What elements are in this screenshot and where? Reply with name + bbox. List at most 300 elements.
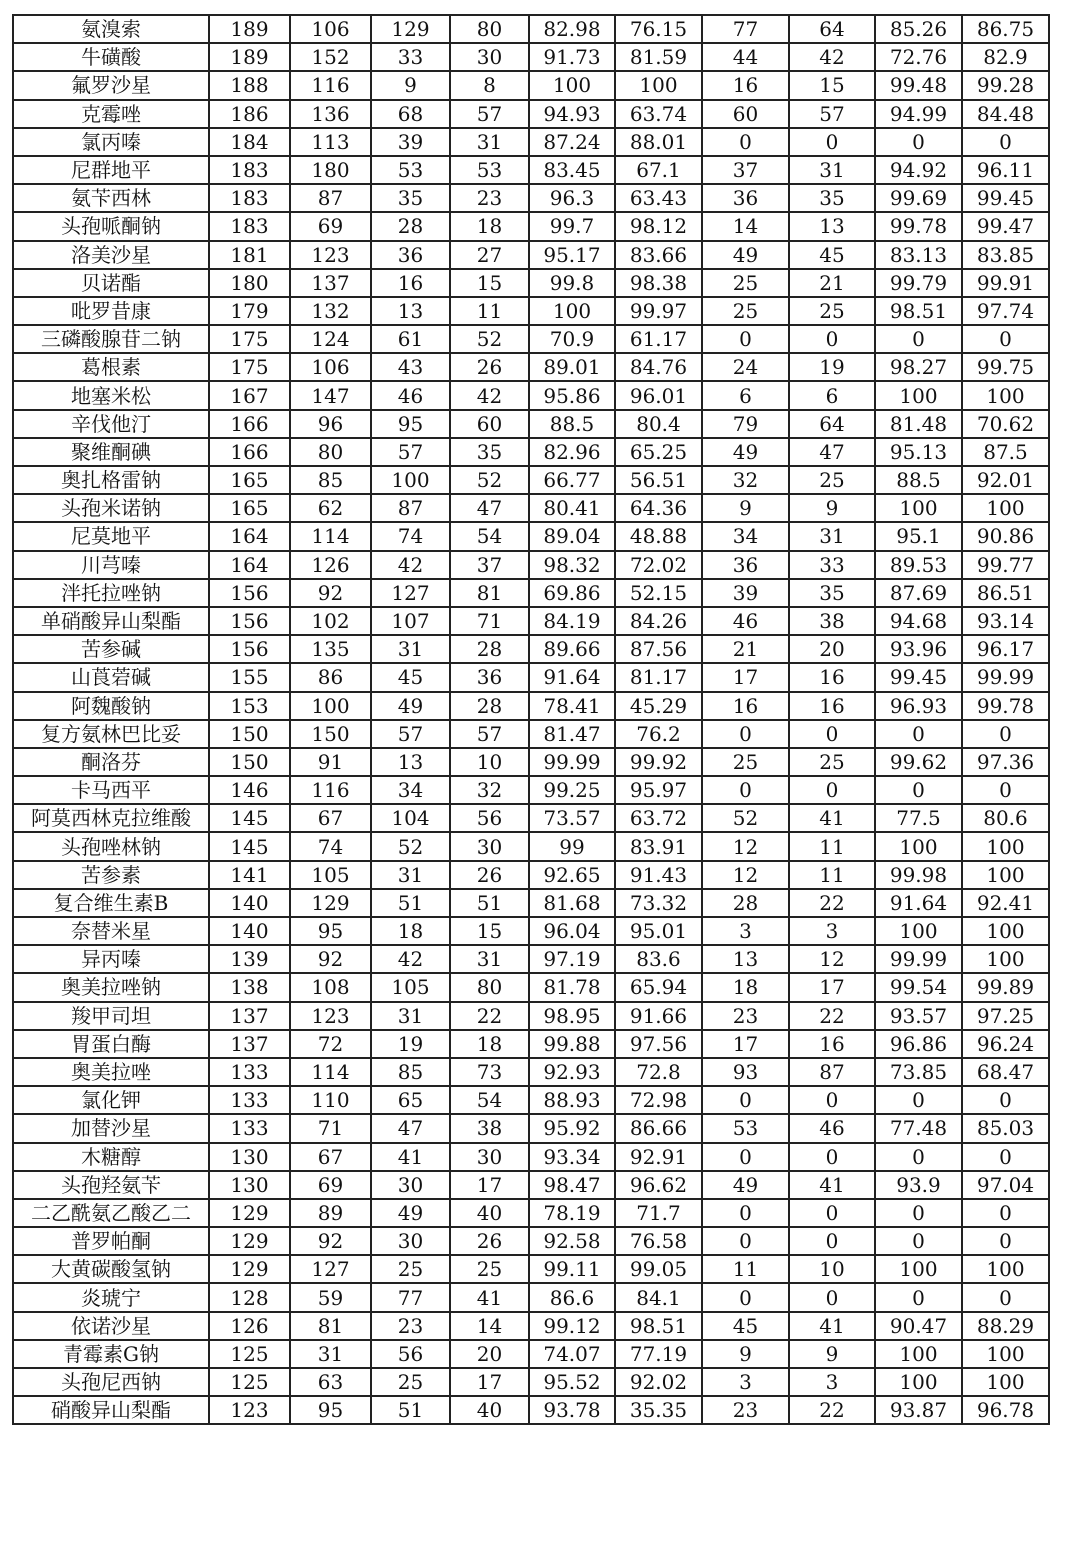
value-cell: 92	[290, 579, 371, 607]
drug-name-cell: 二乙酰氨乙酸乙二	[13, 1199, 209, 1227]
value-cell: 23	[450, 184, 529, 212]
value-cell: 17	[450, 1368, 529, 1396]
value-cell: 44	[702, 43, 789, 71]
value-cell: 70.62	[962, 410, 1049, 438]
value-cell: 57	[450, 100, 529, 128]
value-cell: 56	[371, 1340, 450, 1368]
value-cell: 96.78	[962, 1396, 1049, 1424]
value-cell: 87.5	[962, 438, 1049, 466]
value-cell: 40	[450, 1199, 529, 1227]
value-cell: 155	[209, 663, 290, 691]
value-cell: 99.98	[875, 861, 962, 889]
value-cell: 57	[371, 438, 450, 466]
value-cell: 129	[290, 889, 371, 917]
value-cell: 80	[450, 973, 529, 1001]
value-cell: 80	[290, 438, 371, 466]
value-cell: 87	[789, 1058, 875, 1086]
value-cell: 83.85	[962, 241, 1049, 269]
value-cell: 30	[450, 43, 529, 71]
value-cell: 128	[209, 1283, 290, 1311]
value-cell: 86.75	[962, 15, 1049, 43]
value-cell: 100	[962, 381, 1049, 409]
value-cell: 0	[875, 1227, 962, 1255]
value-cell: 88.01	[615, 128, 702, 156]
value-cell: 97.74	[962, 297, 1049, 325]
value-cell: 102	[290, 607, 371, 635]
value-cell: 87	[290, 184, 371, 212]
value-cell: 181	[209, 241, 290, 269]
value-cell: 116	[290, 776, 371, 804]
value-cell: 53	[702, 1114, 789, 1142]
value-cell: 26	[450, 353, 529, 381]
drug-name-cell: 氨溴索	[13, 15, 209, 43]
value-cell: 45	[789, 241, 875, 269]
value-cell: 99.28	[962, 71, 1049, 99]
value-cell: 59	[290, 1283, 371, 1311]
value-cell: 137	[290, 269, 371, 297]
value-cell: 100	[962, 917, 1049, 945]
value-cell: 93.9	[875, 1171, 962, 1199]
value-cell: 64	[789, 410, 875, 438]
value-cell: 77	[371, 1283, 450, 1311]
value-cell: 100	[962, 494, 1049, 522]
value-cell: 18	[702, 973, 789, 1001]
value-cell: 100	[962, 1255, 1049, 1283]
value-cell: 25	[371, 1255, 450, 1283]
value-cell: 86	[290, 663, 371, 691]
value-cell: 100	[615, 71, 702, 99]
value-cell: 3	[702, 917, 789, 945]
value-cell: 94.68	[875, 607, 962, 635]
value-cell: 92.58	[529, 1227, 615, 1255]
value-cell: 72	[290, 1030, 371, 1058]
value-cell: 28	[702, 889, 789, 917]
value-cell: 95	[290, 917, 371, 945]
value-cell: 147	[290, 381, 371, 409]
value-cell: 76.15	[615, 15, 702, 43]
drug-name-cell: 辛伐他汀	[13, 410, 209, 438]
drug-name-cell: 泮托拉唑钠	[13, 579, 209, 607]
value-cell: 9	[702, 494, 789, 522]
value-cell: 67.1	[615, 156, 702, 184]
drug-name-cell: 葛根素	[13, 353, 209, 381]
value-cell: 93.57	[875, 1002, 962, 1030]
value-cell: 30	[450, 1143, 529, 1171]
value-cell: 180	[290, 156, 371, 184]
value-cell: 3	[789, 1368, 875, 1396]
value-cell: 91.64	[875, 889, 962, 917]
table-row	[13, 325, 1049, 353]
value-cell: 100	[875, 494, 962, 522]
value-cell: 12	[702, 861, 789, 889]
value-cell: 93.78	[529, 1396, 615, 1424]
value-cell: 10	[450, 748, 529, 776]
drug-name-cell: 卡马西平	[13, 776, 209, 804]
drug-name-cell: 尼群地平	[13, 156, 209, 184]
table-row	[13, 128, 1049, 156]
value-cell: 73.85	[875, 1058, 962, 1086]
value-cell: 31	[371, 635, 450, 663]
value-cell: 96.24	[962, 1030, 1049, 1058]
value-cell: 183	[209, 212, 290, 240]
value-cell: 95.13	[875, 438, 962, 466]
value-cell: 86.66	[615, 1114, 702, 1142]
value-cell: 64.36	[615, 494, 702, 522]
value-cell: 0	[962, 1227, 1049, 1255]
value-cell: 21	[789, 269, 875, 297]
value-cell: 89.66	[529, 635, 615, 663]
value-cell: 137	[209, 1002, 290, 1030]
value-cell: 89.01	[529, 353, 615, 381]
table-row	[13, 184, 1049, 212]
value-cell: 99.99	[962, 663, 1049, 691]
value-cell: 93.96	[875, 635, 962, 663]
value-cell: 17	[702, 663, 789, 691]
table-row	[13, 241, 1049, 269]
value-cell: 114	[290, 1058, 371, 1086]
value-cell: 83.13	[875, 241, 962, 269]
value-cell: 16	[789, 1030, 875, 1058]
value-cell: 95.92	[529, 1114, 615, 1142]
value-cell: 145	[209, 804, 290, 832]
value-cell: 110	[290, 1086, 371, 1114]
value-cell: 100	[962, 861, 1049, 889]
value-cell: 70.9	[529, 325, 615, 353]
value-cell: 89.53	[875, 551, 962, 579]
drug-name-cell: 苦参素	[13, 861, 209, 889]
table-row	[13, 1340, 1049, 1368]
table-row	[13, 353, 1049, 381]
value-cell: 95.86	[529, 381, 615, 409]
drug-name-cell: 单硝酸异山梨酯	[13, 607, 209, 635]
table-row	[13, 551, 1049, 579]
drug-name-cell: 洛美沙星	[13, 241, 209, 269]
value-cell: 86.6	[529, 1283, 615, 1311]
drug-name-cell: 阿魏酸钠	[13, 692, 209, 720]
value-cell: 0	[875, 325, 962, 353]
value-cell: 3	[789, 917, 875, 945]
value-cell: 92.01	[962, 466, 1049, 494]
value-cell: 166	[209, 438, 290, 466]
value-cell: 0	[875, 776, 962, 804]
value-cell: 12	[702, 832, 789, 860]
value-cell: 99	[529, 832, 615, 860]
value-cell: 45.29	[615, 692, 702, 720]
value-cell: 84.1	[615, 1283, 702, 1311]
value-cell: 35	[450, 438, 529, 466]
value-cell: 81.68	[529, 889, 615, 917]
value-cell: 17	[702, 1030, 789, 1058]
value-cell: 99.7	[529, 212, 615, 240]
value-cell: 45	[702, 1312, 789, 1340]
value-cell: 123	[290, 241, 371, 269]
value-cell: 87.56	[615, 635, 702, 663]
value-cell: 30	[371, 1227, 450, 1255]
value-cell: 183	[209, 184, 290, 212]
value-cell: 51	[371, 889, 450, 917]
drug-name-cell: 吡罗昔康	[13, 297, 209, 325]
value-cell: 74	[371, 522, 450, 550]
value-cell: 136	[290, 100, 371, 128]
value-cell: 96.01	[615, 381, 702, 409]
value-cell: 32	[702, 466, 789, 494]
value-cell: 189	[209, 43, 290, 71]
value-cell: 19	[789, 353, 875, 381]
value-cell: 0	[789, 128, 875, 156]
value-cell: 25	[789, 466, 875, 494]
table-row	[13, 438, 1049, 466]
value-cell: 63.43	[615, 184, 702, 212]
value-cell: 0	[702, 720, 789, 748]
value-cell: 54	[450, 522, 529, 550]
table-row	[13, 1312, 1049, 1340]
table-row	[13, 466, 1049, 494]
value-cell: 71	[450, 607, 529, 635]
value-cell: 92	[290, 1227, 371, 1255]
value-cell: 100	[962, 832, 1049, 860]
value-cell: 22	[789, 889, 875, 917]
value-cell: 83.45	[529, 156, 615, 184]
value-cell: 28	[450, 692, 529, 720]
value-cell: 76.58	[615, 1227, 702, 1255]
value-cell: 36	[702, 551, 789, 579]
value-cell: 22	[450, 1002, 529, 1030]
value-cell: 100	[290, 692, 371, 720]
value-cell: 61	[371, 325, 450, 353]
table-row	[13, 889, 1049, 917]
value-cell: 184	[209, 128, 290, 156]
value-cell: 18	[371, 917, 450, 945]
value-cell: 135	[290, 635, 371, 663]
value-cell: 91.66	[615, 1002, 702, 1030]
value-cell: 39	[371, 128, 450, 156]
value-cell: 85.26	[875, 15, 962, 43]
drug-name-cell: 氯丙嗪	[13, 128, 209, 156]
value-cell: 0	[875, 1283, 962, 1311]
value-cell: 150	[209, 748, 290, 776]
value-cell: 140	[209, 889, 290, 917]
table-row	[13, 381, 1049, 409]
value-cell: 116	[290, 71, 371, 99]
value-cell: 52	[371, 832, 450, 860]
drug-name-cell: 氨苄西林	[13, 184, 209, 212]
value-cell: 78.41	[529, 692, 615, 720]
value-cell: 9	[789, 494, 875, 522]
value-cell: 153	[209, 692, 290, 720]
value-cell: 0	[702, 1199, 789, 1227]
value-cell: 60	[450, 410, 529, 438]
value-cell: 99.45	[962, 184, 1049, 212]
value-cell: 99.69	[875, 184, 962, 212]
value-cell: 69	[290, 1171, 371, 1199]
value-cell: 100	[875, 917, 962, 945]
value-cell: 67	[290, 804, 371, 832]
value-cell: 126	[290, 551, 371, 579]
table-row	[13, 861, 1049, 889]
value-cell: 156	[209, 635, 290, 663]
value-cell: 38	[789, 607, 875, 635]
value-cell: 25	[702, 748, 789, 776]
value-cell: 18	[450, 1030, 529, 1058]
value-cell: 0	[875, 1086, 962, 1114]
value-cell: 107	[371, 607, 450, 635]
value-cell: 86.51	[962, 579, 1049, 607]
table-row	[13, 100, 1049, 128]
table-row	[13, 212, 1049, 240]
value-cell: 127	[371, 579, 450, 607]
value-cell: 57	[789, 100, 875, 128]
value-cell: 64	[789, 15, 875, 43]
drug-name-cell: 地塞米松	[13, 381, 209, 409]
value-cell: 92.02	[615, 1368, 702, 1396]
value-cell: 25	[371, 1368, 450, 1396]
value-cell: 93.14	[962, 607, 1049, 635]
value-cell: 28	[450, 635, 529, 663]
value-cell: 36	[371, 241, 450, 269]
value-cell: 97.56	[615, 1030, 702, 1058]
value-cell: 92	[290, 945, 371, 973]
value-cell: 9	[371, 71, 450, 99]
value-cell: 152	[290, 43, 371, 71]
value-cell: 129	[209, 1199, 290, 1227]
value-cell: 85.03	[962, 1114, 1049, 1142]
value-cell: 81.78	[529, 973, 615, 1001]
value-cell: 35	[789, 579, 875, 607]
value-cell: 47	[371, 1114, 450, 1142]
value-cell: 133	[209, 1086, 290, 1114]
value-cell: 92.91	[615, 1143, 702, 1171]
value-cell: 165	[209, 466, 290, 494]
value-cell: 0	[875, 128, 962, 156]
value-cell: 93	[702, 1058, 789, 1086]
value-cell: 73.32	[615, 889, 702, 917]
table-row	[13, 1227, 1049, 1255]
value-cell: 40	[450, 1396, 529, 1424]
value-cell: 100	[875, 1340, 962, 1368]
value-cell: 80.6	[962, 804, 1049, 832]
value-cell: 96.86	[875, 1030, 962, 1058]
value-cell: 52	[702, 804, 789, 832]
value-cell: 0	[962, 1283, 1049, 1311]
value-cell: 27	[450, 241, 529, 269]
value-cell: 156	[209, 607, 290, 635]
value-cell: 88.5	[529, 410, 615, 438]
value-cell: 49	[702, 438, 789, 466]
value-cell: 85	[290, 466, 371, 494]
value-cell: 6	[789, 381, 875, 409]
value-cell: 13	[702, 945, 789, 973]
table-row	[13, 804, 1049, 832]
value-cell: 13	[371, 297, 450, 325]
value-cell: 74	[290, 832, 371, 860]
value-cell: 96.93	[875, 692, 962, 720]
value-cell: 123	[209, 1396, 290, 1424]
value-cell: 11	[702, 1255, 789, 1283]
value-cell: 42	[789, 43, 875, 71]
value-cell: 81	[450, 579, 529, 607]
value-cell: 68.47	[962, 1058, 1049, 1086]
table-row	[13, 720, 1049, 748]
value-cell: 11	[789, 861, 875, 889]
value-cell: 71.7	[615, 1199, 702, 1227]
value-cell: 65.25	[615, 438, 702, 466]
value-cell: 15	[450, 269, 529, 297]
value-cell: 96.17	[962, 635, 1049, 663]
value-cell: 130	[209, 1143, 290, 1171]
value-cell: 164	[209, 551, 290, 579]
value-cell: 34	[371, 776, 450, 804]
value-cell: 99.78	[962, 692, 1049, 720]
value-cell: 81	[290, 1312, 371, 1340]
value-cell: 89	[290, 1199, 371, 1227]
drug-name-cell: 奈替米星	[13, 917, 209, 945]
table-row	[13, 297, 1049, 325]
value-cell: 53	[371, 156, 450, 184]
value-cell: 133	[209, 1114, 290, 1142]
value-cell: 17	[789, 973, 875, 1001]
table-row	[13, 917, 1049, 945]
value-cell: 132	[290, 297, 371, 325]
value-cell: 78.19	[529, 1199, 615, 1227]
value-cell: 0	[702, 325, 789, 353]
value-cell: 188	[209, 71, 290, 99]
table-row	[13, 494, 1049, 522]
value-cell: 123	[290, 1002, 371, 1030]
value-cell: 25	[702, 297, 789, 325]
drug-name-cell: 尼莫地平	[13, 522, 209, 550]
value-cell: 42	[450, 381, 529, 409]
table-row	[13, 1396, 1049, 1424]
value-cell: 125	[209, 1340, 290, 1368]
value-cell: 3	[702, 1368, 789, 1396]
value-cell: 89.04	[529, 522, 615, 550]
value-cell: 95.17	[529, 241, 615, 269]
value-cell: 99.88	[529, 1030, 615, 1058]
value-cell: 87.69	[875, 579, 962, 607]
value-cell: 28	[371, 212, 450, 240]
drug-name-cell: 氯化钾	[13, 1086, 209, 1114]
table-row	[13, 43, 1049, 71]
table-row	[13, 410, 1049, 438]
value-cell: 166	[209, 410, 290, 438]
value-cell: 91	[290, 748, 371, 776]
value-cell: 98.32	[529, 551, 615, 579]
drug-name-cell: 奥美拉唑钠	[13, 973, 209, 1001]
value-cell: 16	[702, 692, 789, 720]
value-cell: 99.62	[875, 748, 962, 776]
value-cell: 106	[290, 15, 371, 43]
value-cell: 63	[290, 1368, 371, 1396]
value-cell: 26	[450, 861, 529, 889]
value-cell: 31	[371, 861, 450, 889]
value-cell: 186	[209, 100, 290, 128]
value-cell: 81.48	[875, 410, 962, 438]
value-cell: 82.96	[529, 438, 615, 466]
value-cell: 0	[789, 776, 875, 804]
value-cell: 84.48	[962, 100, 1049, 128]
table-row	[13, 1171, 1049, 1199]
value-cell: 91.73	[529, 43, 615, 71]
value-cell: 96.62	[615, 1171, 702, 1199]
value-cell: 17	[450, 1171, 529, 1199]
value-cell: 77.48	[875, 1114, 962, 1142]
value-cell: 99.45	[875, 663, 962, 691]
value-cell: 113	[290, 128, 371, 156]
drug-name-cell: 头孢哌酮钠	[13, 212, 209, 240]
value-cell: 99.99	[529, 748, 615, 776]
value-cell: 97.04	[962, 1171, 1049, 1199]
value-cell: 100	[371, 466, 450, 494]
